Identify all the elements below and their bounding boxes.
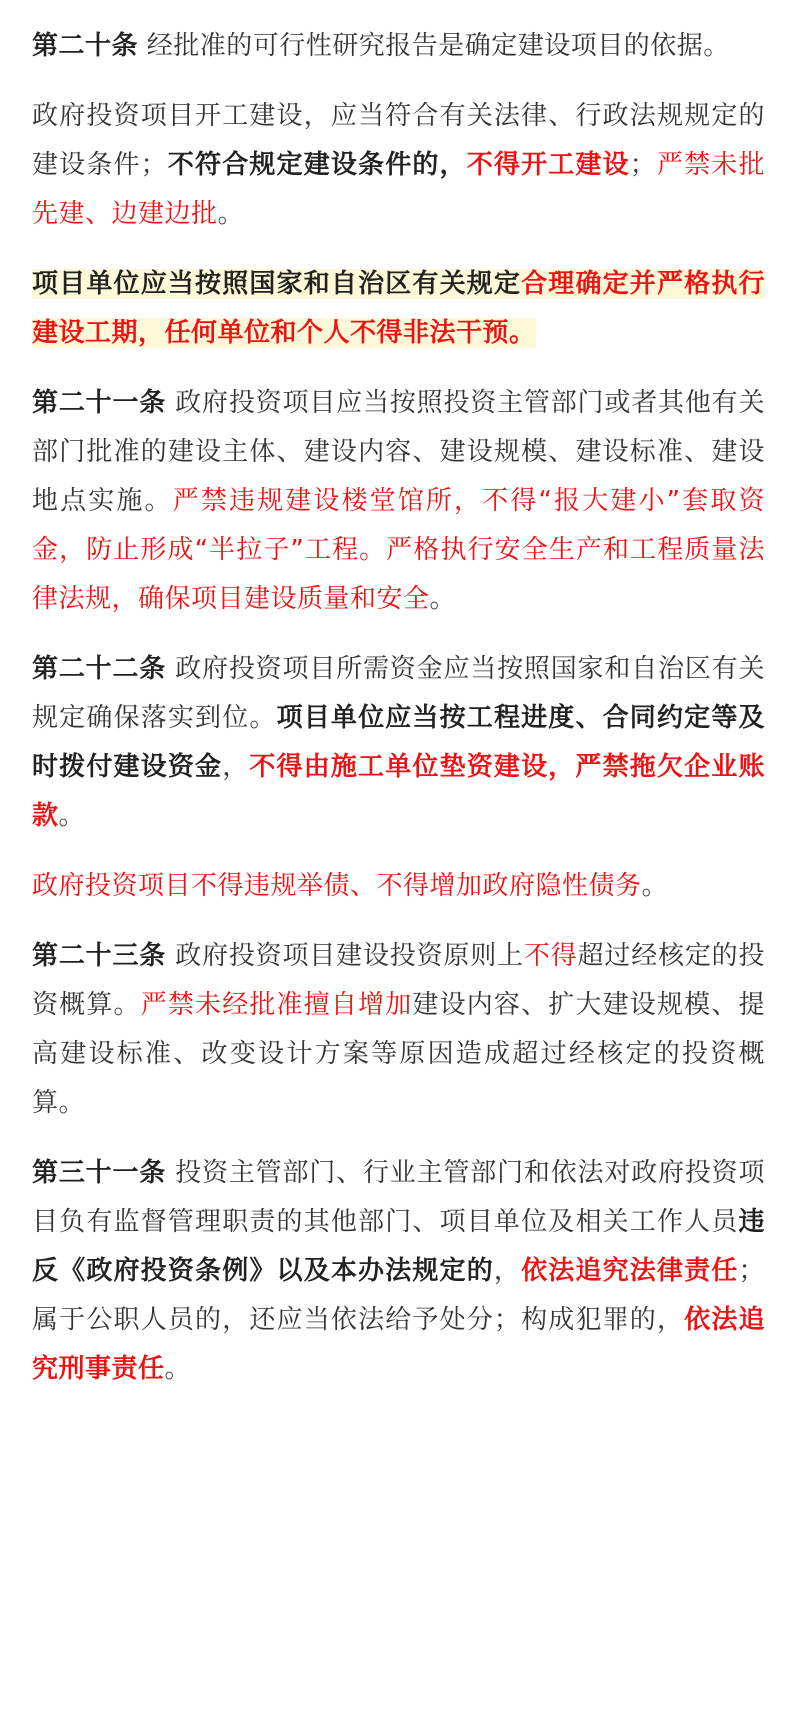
article-heading: 第二十一条 bbox=[32, 388, 167, 418]
red-segment: 严禁违规建设楼堂馆所，不得“报大建小”套取资金，防止形成“半拉子”工程。严格执行安全生产和工程质量法律法规，确保项目建设质量和安全 bbox=[32, 486, 765, 614]
article-heading: 第三十一条 bbox=[32, 1158, 167, 1188]
red-bold-segment: 合理确定并严格执行建设工期，任何单位和个人不得非法干预。 bbox=[32, 269, 765, 348]
article-23-paragraph bbox=[32, 932, 765, 1128]
red-bold-segment: 不得由施工单位垫资建设，严禁拖欠企业账款 bbox=[32, 752, 765, 831]
red-segment: 不得 bbox=[523, 941, 578, 971]
red-bold-segment: 不得开工建设 bbox=[466, 150, 630, 180]
text-segment: ；属于公职人员的，还应当依法给予处分；构成犯罪的， bbox=[32, 1256, 765, 1335]
text-segment: 政府投资项目开工建设，应当符合有关法律、行政法规规定的建设条件； bbox=[32, 101, 765, 180]
text-segment: 超过经核定的投资概算。 bbox=[32, 941, 765, 1020]
text-segment: ； bbox=[629, 150, 657, 180]
text-segment: 建设内容、扩大建设规模、提高建设标准、改变设计方案等原因造成超过经核定的投资概算。 bbox=[32, 990, 765, 1118]
text-segment: 投资主管部门、行业主管部门和依法对政府投资项目负有监督管理职责的其他部门、项目单位及相关工作人员 bbox=[32, 1158, 765, 1237]
text-segment: 。 bbox=[429, 584, 457, 614]
text-segment: 。 bbox=[217, 199, 245, 229]
text-segment: 政府投资项目所需资金应当按照国家和自治区有关规定确保落实到位。 bbox=[32, 654, 765, 733]
bold-segment: 项目单位应当按照国家和自治区有关规定 bbox=[32, 269, 522, 299]
article-21-paragraph bbox=[32, 379, 765, 624]
article-20-paragraph bbox=[32, 22, 765, 71]
red-segment: 严禁未批先建、边建边批 bbox=[32, 150, 765, 229]
red-segment: 政府投资项目不得违规举债、不得增加政府隐性债务 bbox=[32, 871, 642, 901]
text-segment: 。 bbox=[58, 801, 86, 831]
highlighted-text bbox=[32, 269, 765, 348]
hidden-debt-paragraph bbox=[32, 862, 765, 911]
bold-segment: 违反《政府投资条例》以及本办法规定的 bbox=[32, 1207, 765, 1286]
red-segment: 严禁未经批准擅自增加 bbox=[140, 990, 413, 1020]
text-segment: 经批准的可行性研究报告是确定建设项目的依据。 bbox=[138, 31, 730, 61]
text-segment: ， bbox=[222, 752, 250, 782]
text-segment: 政府投资项目应当按照投资主管部门或者其他有关部门批准的建设主体、建设内容、建设规模、建设标准、建设地点实施。 bbox=[32, 388, 765, 516]
article-heading: 第二十二条 bbox=[32, 654, 167, 684]
bold-segment: 项目单位应当按工程进度、合同约定等及时拨付建设资金 bbox=[32, 703, 765, 782]
text-segment: 。 bbox=[164, 1354, 192, 1384]
text-segment: 。 bbox=[641, 871, 669, 901]
construction-conditions-paragraph bbox=[32, 92, 765, 239]
article-heading: 第二十条 bbox=[32, 31, 139, 61]
bold-segment: 不符合规定建设条件的， bbox=[167, 150, 467, 180]
red-bold-segment: 依法追究刑事责任 bbox=[32, 1305, 765, 1384]
article-22-paragraph bbox=[32, 645, 765, 841]
text-segment: ， bbox=[493, 1256, 522, 1286]
text-segment: 政府投资项目建设投资原则上 bbox=[166, 941, 524, 971]
red-bold-segment: 依法追究法律责任 bbox=[521, 1256, 739, 1286]
article-31-paragraph bbox=[32, 1149, 765, 1394]
construction-period-paragraph bbox=[32, 260, 765, 358]
article-heading: 第二十三条 bbox=[32, 941, 167, 971]
